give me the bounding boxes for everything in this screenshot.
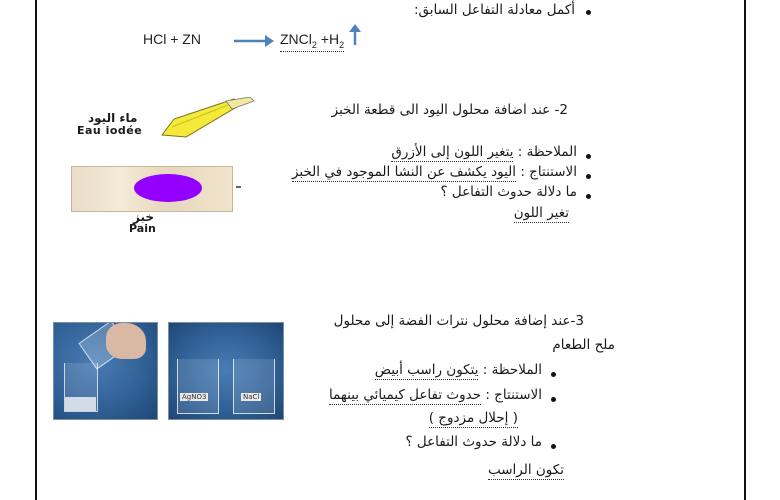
- bread-image: [71, 166, 233, 212]
- gas-subscript: 2: [339, 39, 345, 50]
- conclusion-label-3: الاستنتاج :: [485, 387, 542, 403]
- bullet: [551, 397, 556, 402]
- product-zncl: ZNCl: [280, 31, 312, 47]
- bullet: [551, 372, 556, 377]
- pouring-photo: [53, 322, 158, 420]
- instruction-text: أكمل معادلة التفاعل السابق:: [413, 2, 575, 18]
- iodine-label-ar: ماء اليود: [88, 111, 138, 125]
- hand-shape: [106, 323, 146, 359]
- bullet: [551, 444, 556, 449]
- left-border-line: [35, 0, 37, 500]
- answer-text-3: تكون الراسب: [487, 462, 564, 478]
- section3-heading-line1: 3-عند إضافة محلول نترات الفضة إلى محلول: [333, 313, 584, 329]
- bread-label-fr: Pain: [129, 222, 156, 235]
- bullet: [586, 154, 591, 159]
- beaker-label-left: AgNO3: [182, 393, 207, 401]
- equation-reactants: HCl + ZN: [143, 31, 201, 47]
- beaker-right: [233, 359, 275, 414]
- two-beakers-photo: [168, 322, 284, 420]
- bullet: [586, 10, 591, 15]
- product-plus-h: +H: [316, 31, 340, 47]
- image-tick: [236, 186, 241, 188]
- iodine-label-fr: Eau iodée: [77, 124, 143, 137]
- observation-label: الملاحظة :: [517, 144, 577, 160]
- equation-products: [280, 31, 344, 52]
- bullet: [586, 194, 591, 199]
- beaker-label-right: NaCl: [243, 393, 260, 401]
- product-subscript: 2: [311, 39, 317, 50]
- conclusion-row-3: [329, 387, 542, 403]
- observation-row: [391, 144, 577, 160]
- beaker-left: [177, 359, 219, 414]
- right-border-line: [744, 0, 746, 500]
- conclusion-value-3: حدوث تفاعل كيميائي بينهما: [328, 387, 482, 403]
- white-precipitate: [65, 397, 96, 411]
- iodine-dropper-icon: [158, 97, 258, 143]
- conclusion-row: [292, 164, 577, 180]
- answer-text: تغير اللون: [513, 205, 569, 221]
- conclusion-label: الاستنتاج :: [520, 164, 577, 180]
- observation-label-3: الملاحظة :: [482, 362, 542, 378]
- bread-label-ar: خبز: [133, 210, 155, 224]
- bullet: [586, 174, 591, 179]
- conclusion-value-3b: ( إحلال مزدوج ): [428, 410, 518, 426]
- section3-heading-line2: ملح الطعام: [552, 337, 615, 353]
- observation-value: يتغير اللون إلى الأزرق: [391, 144, 514, 160]
- observation-row-3: [375, 362, 542, 378]
- conclusion-value: اليود يكشف عن النشا الموجود في الخبز: [291, 164, 517, 180]
- iodine-stain: [134, 174, 202, 202]
- gas-release-arrow-icon: [349, 24, 361, 46]
- question-text-3: ما دلالة حدوث التفاعل ؟: [405, 434, 542, 450]
- reaction-arrow-icon: [233, 34, 275, 48]
- question-text: ما دلالة حدوث التفاعل ؟: [440, 184, 577, 200]
- section2-heading: 2- عند اضافة محلول اليود الى قطعة الخبز: [331, 102, 568, 118]
- observation-value-3: يتكون راسب أبيض: [374, 362, 479, 378]
